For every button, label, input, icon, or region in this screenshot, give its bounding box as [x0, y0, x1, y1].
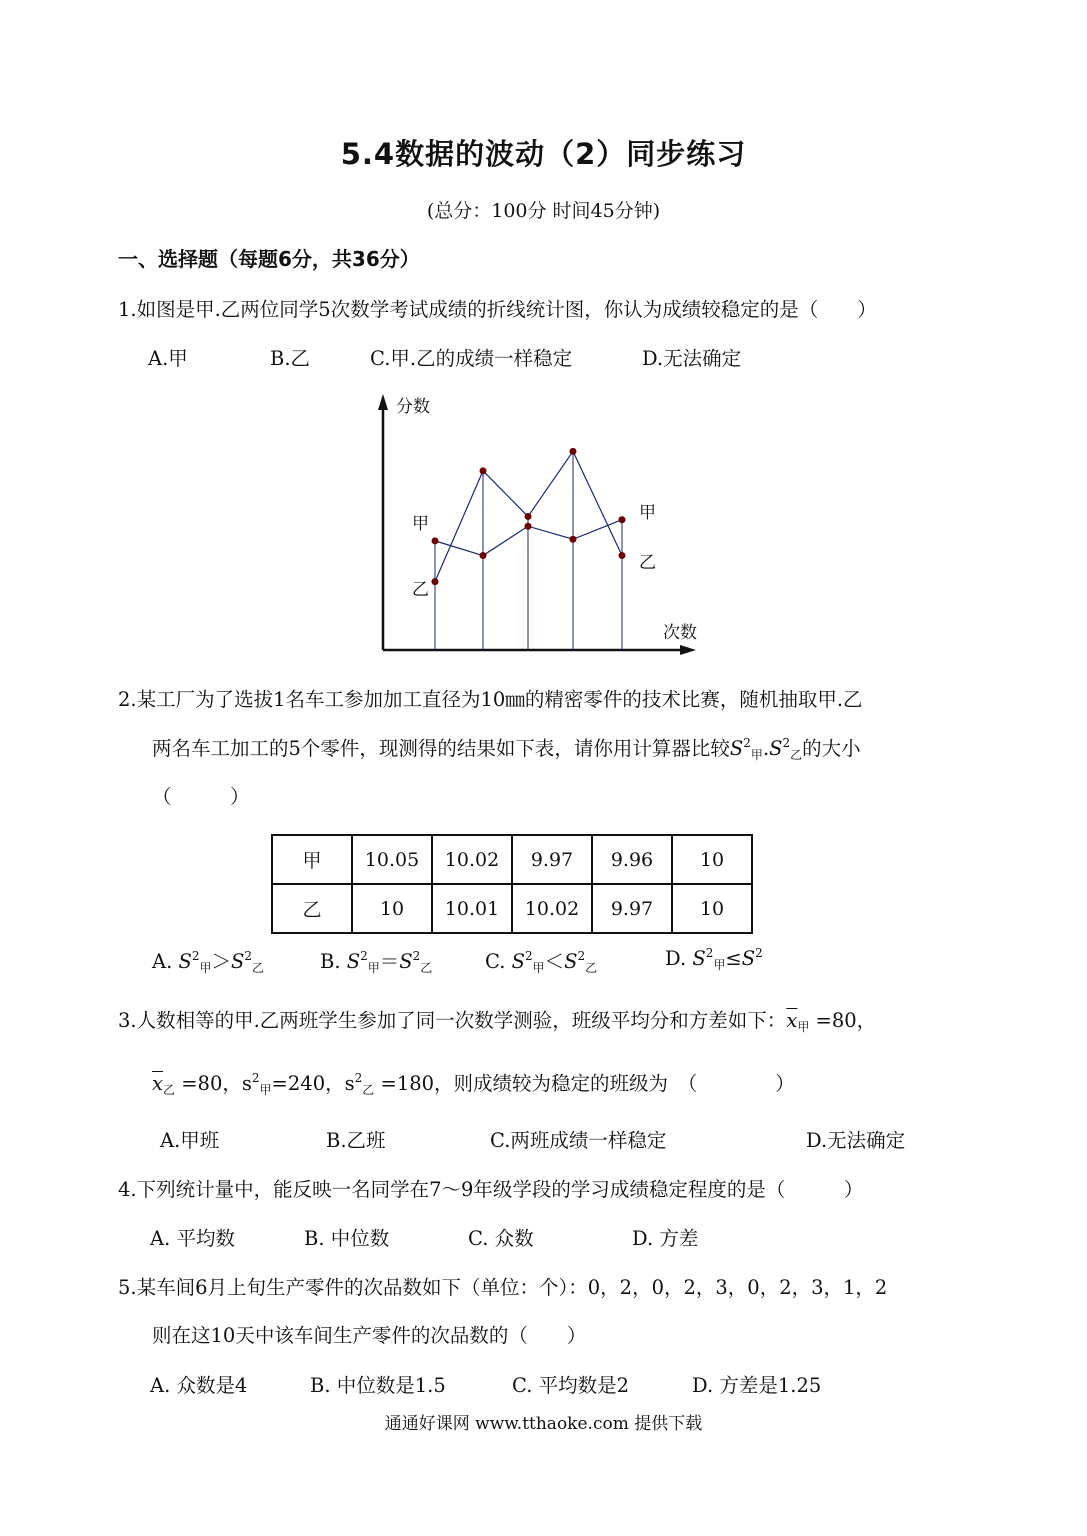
- section-heading: 一、选择题（每题6分，共36分）: [118, 247, 420, 271]
- q4-option-a: A. 平均数: [150, 1227, 235, 1250]
- table-cell: 10: [672, 884, 752, 933]
- y-axis-label: 分数: [396, 397, 430, 417]
- data-point: [570, 536, 577, 543]
- table-cell: 9.97: [592, 884, 672, 933]
- page-title: 5.4数据的波动（2）同步练习: [340, 137, 747, 171]
- q2-option-c: C. $S^2_甲<S^2_乙$: [485, 949, 598, 975]
- table-cell: 10: [352, 884, 432, 933]
- measurement-table: [271, 834, 753, 934]
- x-axis-arrow: [680, 645, 696, 655]
- table-cell: 10.02: [512, 884, 592, 933]
- question-2-stem-line1: 2.某工厂为了选拔1名车工参加加工直径为10㎜的精密零件的技术比赛，随机抽取甲.乙: [118, 688, 863, 711]
- footer-note: 通通好课网 www.tthaoke.com 提供下载: [384, 1414, 703, 1434]
- data-point: [480, 467, 487, 474]
- q4-option-b: B. 中位数: [304, 1227, 390, 1250]
- question-2-answer-paren: （ ）: [152, 785, 250, 808]
- data-point: [619, 552, 626, 559]
- q1-option-c: C.甲.乙的成绩一样稳定: [370, 347, 573, 370]
- q5-option-c: C. 平均数是2: [512, 1374, 630, 1397]
- q3-option-a: A.甲班: [160, 1129, 220, 1152]
- series-label-jia-left: 甲: [412, 514, 429, 534]
- question-3-stem-line2: $\overline{x}_乙 =80$，$s^2_甲=240$，$s^2_乙 =180$，则成绩较为稳定的班级为 （ ）: [152, 1071, 795, 1097]
- x-axis-label: 次数: [663, 623, 697, 643]
- data-point: [480, 552, 487, 559]
- data-point: [432, 537, 439, 544]
- y-axis-arrow: [378, 394, 388, 410]
- q3-option-b: B.乙班: [326, 1129, 386, 1152]
- table-cell: 9.96: [592, 835, 672, 884]
- table-cell: 10: [672, 835, 752, 884]
- question-4-stem: 4.下列统计量中，能反映一名同学在7～9年级学段的学习成绩稳定程度的是（ ）: [118, 1178, 864, 1201]
- question-2-stem-line2: 两名车工加工的5个零件，现测得的结果如下表，请你用计算器比较$S^2_甲.S^2_乙$的大小: [152, 736, 861, 762]
- data-point: [619, 516, 626, 523]
- series-label-jia-right: 甲: [639, 503, 656, 523]
- series-label-yi-right: 乙: [639, 553, 656, 573]
- q4-option-c: C. 众数: [468, 1227, 534, 1250]
- q5-option-a: A. 众数是4: [150, 1374, 248, 1397]
- q2-option-b: B. $S^2_甲=S^2_乙$: [320, 949, 433, 975]
- q3-option-c: C.两班成绩一样稳定: [490, 1129, 667, 1152]
- data-point: [432, 578, 439, 585]
- q4-option-d: D. 方差: [632, 1227, 699, 1250]
- table-cell: 10.02: [432, 835, 512, 884]
- q2-option-d: D. $S^2_甲\le S^2$: [665, 946, 763, 972]
- table-cell: 10.05: [352, 835, 432, 884]
- q5-option-b: B. 中位数是1.5: [310, 1374, 446, 1397]
- table-row: [272, 884, 752, 933]
- question-3-stem-line1: 3.人数相等的甲.乙两班学生参加了同一次数学测验，班级平均分和方差如下：$\overline{x}_甲 =80$，: [118, 1009, 877, 1034]
- question-5-stem-line2: 则在这10天中该车间生产零件的次品数的（ ）: [152, 1324, 587, 1347]
- data-point: [525, 513, 532, 520]
- series-label-yi-left: 乙: [412, 580, 429, 600]
- data-point: [570, 448, 577, 455]
- data-point: [525, 523, 532, 530]
- question-1-stem: 1.如图是甲.乙两位同学5次数学考试成绩的折线统计图，你认为成绩较稳定的是（ ）: [118, 298, 877, 321]
- q1-option-b: B.乙: [270, 347, 311, 370]
- table-cell: 乙: [272, 884, 352, 933]
- q3-option-d: D.无法确定: [806, 1129, 906, 1152]
- q1-option-d: D.无法确定: [642, 347, 742, 370]
- q1-option-a: A.甲: [148, 347, 188, 370]
- line-chart: [370, 392, 705, 667]
- table-row: [272, 835, 752, 884]
- table-cell: 甲: [272, 835, 352, 884]
- table-cell: 9.97: [512, 835, 592, 884]
- q2-option-a: A. $S^2_甲>S^2_乙$: [152, 949, 265, 975]
- table-cell: 10.01: [432, 884, 512, 933]
- page-subtitle: (总分：100分 时间45分钟): [426, 200, 661, 222]
- q5-option-d: D. 方差是1.25: [692, 1374, 822, 1397]
- question-5-stem-line1: 5.某车间6月上旬生产零件的次品数如下（单位：个）：0，2，0，2，3，0，2，3，1，2: [118, 1276, 888, 1299]
